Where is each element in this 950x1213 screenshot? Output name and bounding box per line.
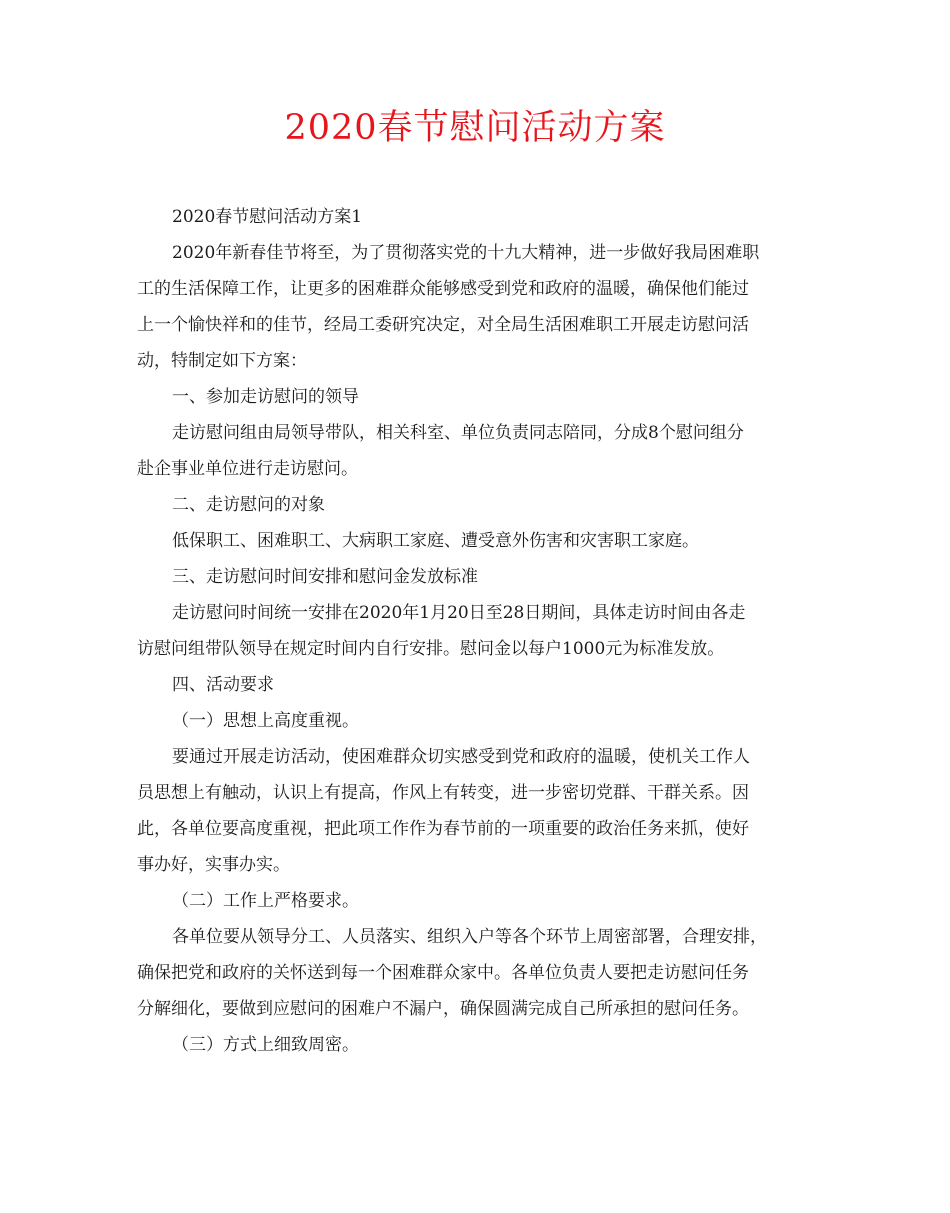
- paragraph-line: 2020春节慰问活动方案1: [172, 207, 363, 227]
- subsection-heading: （三）方式上细致周密。: [172, 1035, 359, 1055]
- paragraph-line: 访慰问组带队领导在规定时间内自行安排。慰问金以每户1000元为标准发放。: [137, 639, 725, 659]
- subsection-heading: （二）工作上严格要求。: [172, 891, 359, 911]
- section-heading: 四、活动要求: [172, 675, 274, 695]
- paragraph-line: 赴企事业单位进行走访慰问。: [137, 459, 358, 479]
- document-body: [137, 199, 837, 1063]
- paragraph-line: 事办好，实事办实。: [137, 855, 290, 875]
- paragraph-line: 确保把党和政府的关怀送到每一个困难群众家中。各单位负责人要把走访慰问任务: [137, 963, 749, 983]
- section-heading: 二、走访慰问的对象: [172, 495, 325, 515]
- paragraph-line: 员思想上有触动，认识上有提高，作风上有转变，进一步密切党群、干群关系。因: [137, 783, 749, 803]
- paragraph-line: 走访慰问时间统一安排在2020年1月20日至28日期间，具体走访时间由各走: [172, 603, 746, 623]
- paragraph-line: 工的生活保障工作，让更多的困难群众能够感受到党和政府的温暖，确保他们能过: [137, 279, 749, 299]
- subsection-heading: （一）思想上高度重视。: [172, 711, 359, 731]
- section-heading: 三、走访慰问时间安排和慰问金发放标准: [172, 567, 478, 587]
- paragraph-line: 各单位要从领导分工、人员落实、组织入户等各个环节上周密部署，合理安排，: [172, 927, 767, 947]
- paragraph-line: 走访慰问组由局领导带队，相关科室、单位负责同志陪同，分成8个慰问组分: [172, 423, 744, 443]
- paragraph-line: 动，特制定如下方案：: [137, 351, 307, 371]
- section-heading: 一、参加走访慰问的领导: [172, 387, 359, 407]
- document-title: 2020春节慰问活动方案: [284, 108, 666, 148]
- paragraph-line: 分解细化，要做到应慰问的困难户不漏户，确保圆满完成自己所承担的慰问任务。: [137, 999, 749, 1019]
- paragraph-line: 2020年新春佳节将至，为了贯彻落实党的十九大精神，进一步做好我局困难职: [172, 243, 760, 263]
- paragraph-line: 要通过开展走访活动，使困难群众切实感受到党和政府的温暖，使机关工作人: [172, 747, 750, 767]
- paragraph-line: 上一个愉快祥和的佳节，经局工委研究决定，对全局生活困难职工开展走访慰问活: [137, 315, 749, 335]
- paragraph-line: 此，各单位要高度重视，把此项工作作为春节前的一项重要的政治任务来抓，使好: [137, 819, 749, 839]
- paragraph-line: 低保职工、困难职工、大病职工家庭、遭受意外伤害和灾害职工家庭。: [172, 531, 699, 551]
